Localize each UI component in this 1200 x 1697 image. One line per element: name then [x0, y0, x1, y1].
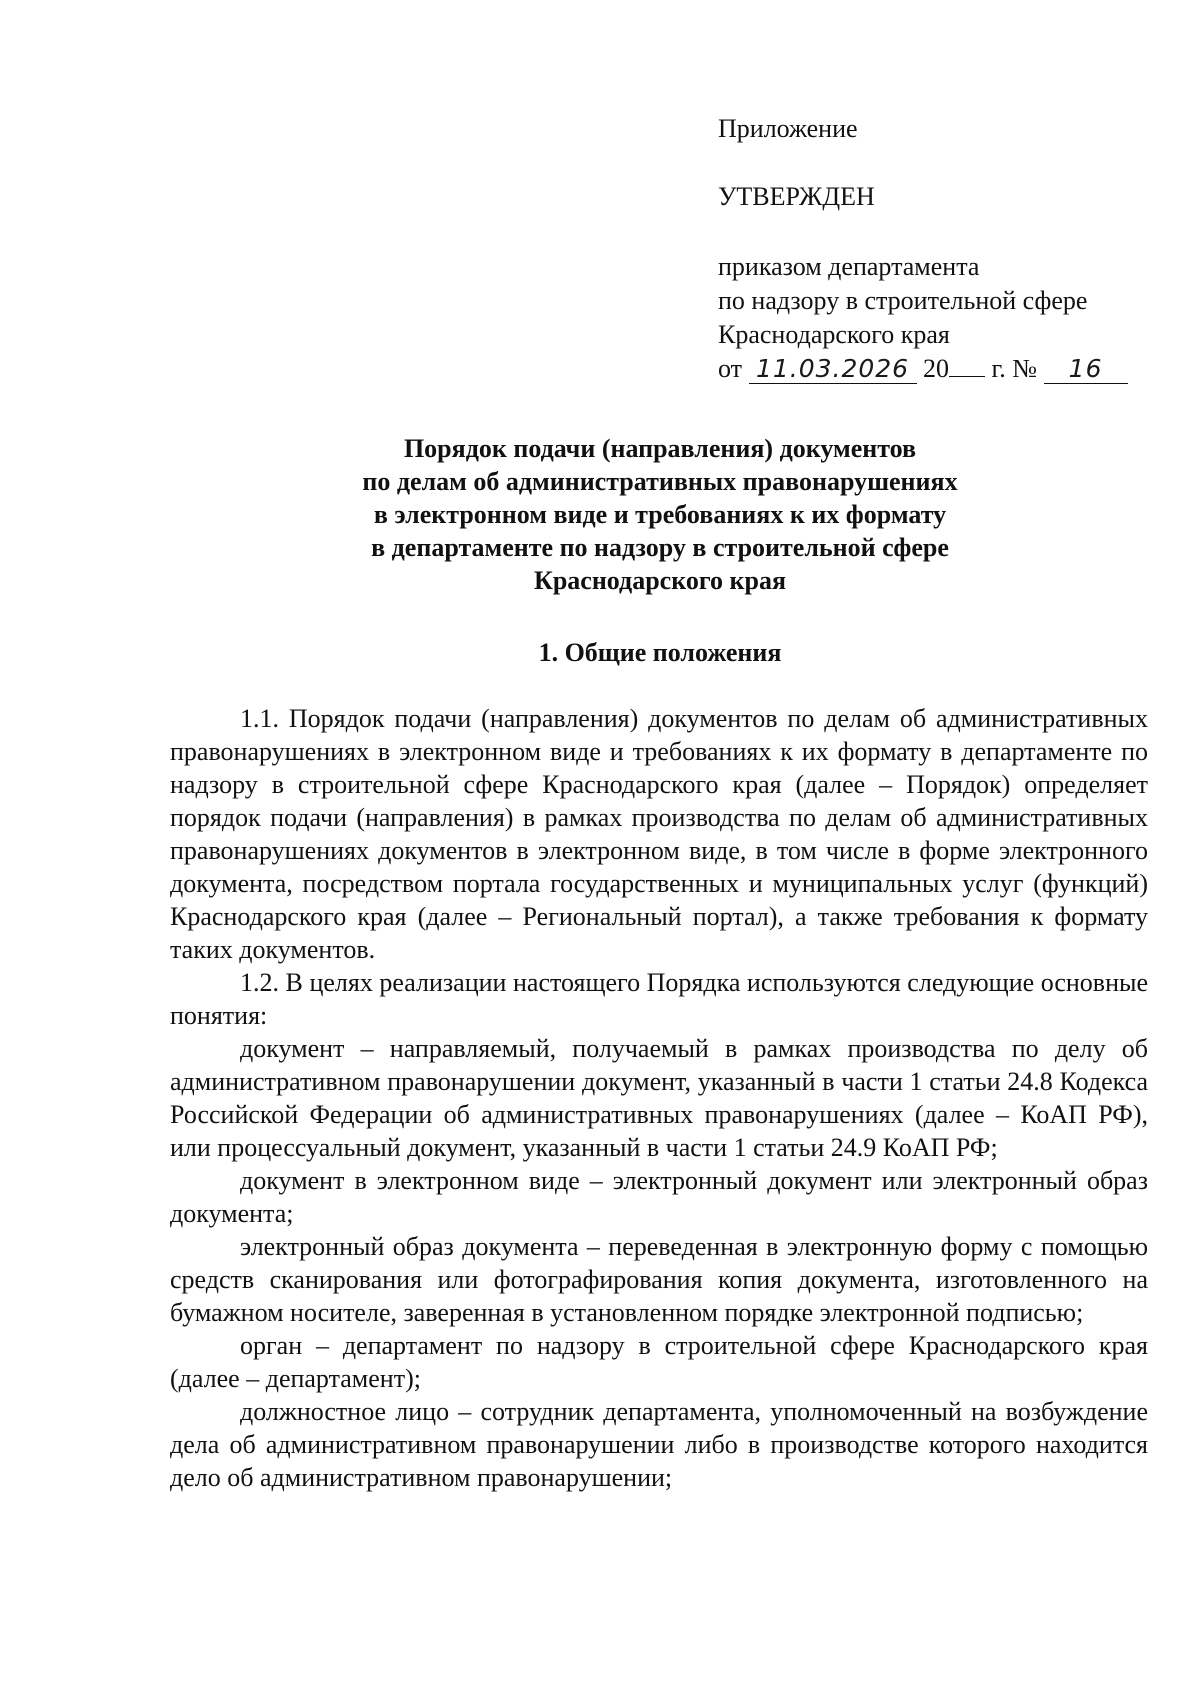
title-line: в электронном виде и требованиях к их формату: [373, 500, 947, 529]
order-line: Краснодарского края: [718, 320, 950, 349]
section-heading: 1. Общие положения: [538, 638, 782, 667]
order-reference: [718, 250, 1128, 386]
paragraph: 1.2. В целях реализации настоящего Порядка используются следующие основные понятия:: [170, 968, 1148, 1030]
paragraph: орган – департамент по надзору в строительной сфере Краснодарского края (далее – департамент);: [170, 1331, 1148, 1393]
paragraph: документ в электронном виде – электронный документ или электронный образ документа;: [170, 1166, 1148, 1228]
order-date-line: [718, 352, 1128, 386]
paragraph: должностное лицо – сотрудник департамента, уполномоченный на возбуждение дела об административном правонарушении либо в производстве которого находится дело об административном правонарушении;: [170, 1397, 1148, 1492]
paragraph: электронный образ документа – переведенная в электронную форму с помощью средств сканирования или фотографирования копия документа, изготовленного на бумажном носителе, заверенная в установленном порядке электронной подписью;: [170, 1232, 1148, 1327]
handwritten-number: 16: [1044, 355, 1128, 384]
document-body: [170, 702, 1148, 1494]
paragraph: 1.1. Порядок подачи (направления) документов по делам об административных правонарушениях в электронном виде и требованиях к их формату в департаменте по надзору в строительной сфере Краснодарского края (далее – Порядок) определяет порядок подачи (направления) в рамках производства по делам об административных правонарушениях документов в электронном виде, в том числе в форме электронного документа, посредством портала государственных и муниципальных услуг (функций) Краснодарского края (далее – Региональный портал), а также требования к формату таких документов.: [170, 704, 1148, 964]
title-line: Краснодарского края: [533, 566, 787, 595]
approved-label: УТВЕРЖДЕН: [718, 182, 875, 211]
order-line: приказом департамента: [718, 252, 980, 281]
year-blank: [949, 352, 985, 377]
appendix-label: Приложение: [718, 114, 858, 143]
title-line: в департаменте по надзору в строительной сфере: [371, 533, 949, 562]
date-prefix: от: [718, 354, 743, 383]
order-line: по надзору в строительной сфере: [718, 286, 1088, 315]
paragraph: документ – направляемый, получаемый в рамках производства по делу об административном правонарушении документ, указанный в части 1 статьи 24.8 Кодекса Российской Федерации об административных правонарушениях (далее – КоАП РФ), или процессуальный документ, указанный в части 1 статьи 24.9 КоАП РФ;: [170, 1034, 1148, 1162]
document-title: [170, 432, 1150, 597]
title-line: Порядок подачи (направления) документов: [403, 434, 917, 463]
number-prefix: г. №: [991, 354, 1038, 383]
title-line: по делам об административных правонарушениях: [362, 467, 958, 496]
handwritten-date: 11.03.2026: [749, 355, 917, 384]
year-prefix: 20: [923, 354, 950, 383]
